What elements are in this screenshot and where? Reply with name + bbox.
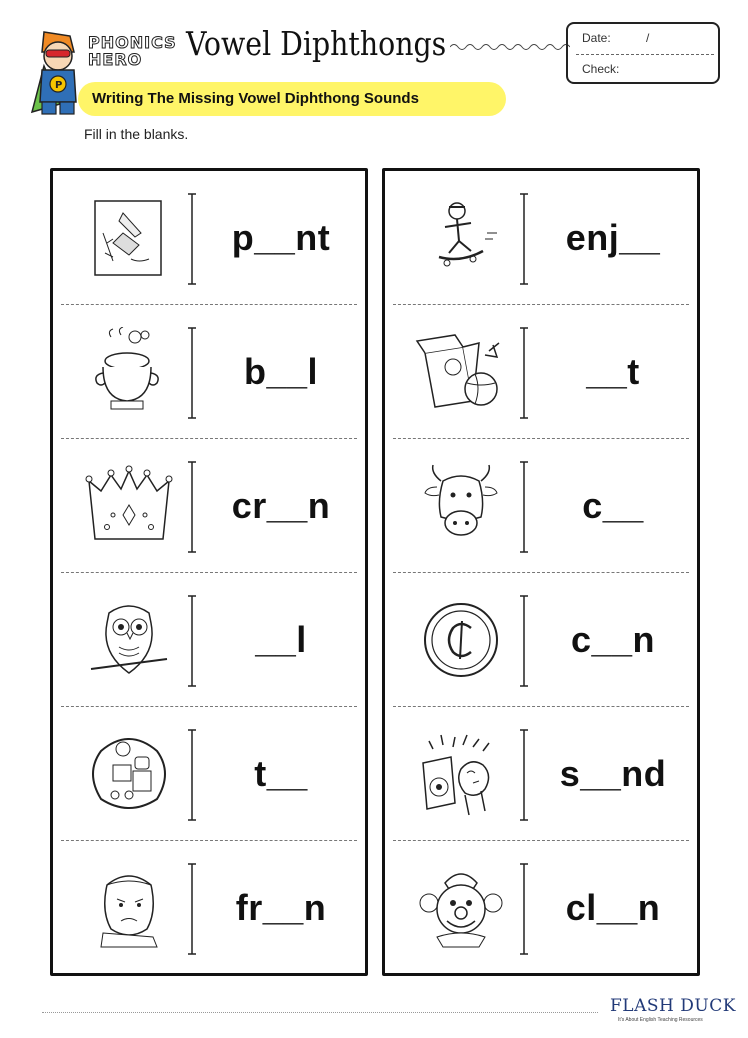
exercise-row xyxy=(53,439,365,573)
exercise-row xyxy=(53,573,365,707)
divider-bracket xyxy=(187,729,197,821)
frowning-boy-icon xyxy=(83,863,175,953)
crown-icon xyxy=(83,461,175,551)
page-title: Vowel Diphthongs xyxy=(186,24,447,63)
divider-bracket xyxy=(519,193,529,285)
ball-out-of-box-icon xyxy=(415,327,507,417)
painting-hand-icon xyxy=(83,193,175,283)
check-label: Check: xyxy=(582,62,620,76)
divider-bracket xyxy=(519,595,529,687)
coin-icon xyxy=(415,595,507,685)
date-box-divider xyxy=(576,54,714,55)
cow-icon xyxy=(415,461,507,551)
flash-duck-tagline: It's About English Teaching Resources xyxy=(618,1017,703,1023)
divider-bracket xyxy=(187,461,197,553)
svg-text:P: P xyxy=(55,80,63,91)
divider-bracket xyxy=(187,193,197,285)
blank-word[interactable]: s__nd xyxy=(559,753,667,794)
divider-bracket xyxy=(187,327,197,419)
exercise-row xyxy=(385,573,697,707)
exercise-row xyxy=(385,707,697,841)
footer-divider xyxy=(42,1012,598,1013)
exercise-row xyxy=(385,841,697,975)
divider-bracket xyxy=(519,327,529,419)
blank-word[interactable]: c__ xyxy=(582,485,644,526)
instruction-text: Fill in the blanks. xyxy=(84,126,189,142)
right-exercise-panel xyxy=(382,168,700,976)
blank-word[interactable]: p__nt xyxy=(231,217,331,258)
divider-bracket xyxy=(187,595,197,687)
exercise-row xyxy=(385,171,697,305)
blank-word[interactable]: __t xyxy=(586,351,640,392)
boiling-pot-icon xyxy=(83,327,175,417)
exercise-row xyxy=(385,305,697,439)
speaker-noise-icon xyxy=(415,729,507,819)
toys-icon xyxy=(83,729,175,819)
clown-icon xyxy=(415,863,507,953)
date-label: Date: xyxy=(582,31,611,45)
blank-word[interactable]: cl__n xyxy=(565,887,661,928)
divider-bracket xyxy=(519,863,529,955)
flash-duck-logo: FLASH DUCK xyxy=(610,996,736,1016)
date-check-box xyxy=(566,22,720,84)
exercise-row xyxy=(53,171,365,305)
blank-word[interactable]: fr__n xyxy=(235,887,327,928)
blank-word[interactable]: enj__ xyxy=(565,217,661,258)
wavy-line-decoration xyxy=(450,40,570,54)
blank-word[interactable]: cr__n xyxy=(231,485,331,526)
exercise-row xyxy=(53,707,365,841)
skateboarder-icon xyxy=(415,193,507,283)
exercise-row xyxy=(53,305,365,439)
owl-icon xyxy=(83,595,175,685)
blank-word[interactable]: t__ xyxy=(254,753,308,794)
left-exercise-panel xyxy=(50,168,368,976)
blank-word[interactable]: c__n xyxy=(570,619,656,660)
exercise-row xyxy=(53,841,365,975)
divider-bracket xyxy=(187,863,197,955)
blank-word[interactable]: __l xyxy=(255,619,307,660)
date-separator: / xyxy=(646,31,650,45)
divider-bracket xyxy=(519,461,529,553)
subtitle: Writing The Missing Vowel Diphthong Sounds xyxy=(92,90,419,107)
phonics-hero-logo: PHONICS HERO xyxy=(88,33,177,69)
blank-word[interactable]: b__l xyxy=(243,351,319,392)
exercise-row xyxy=(385,439,697,573)
divider-bracket xyxy=(519,729,529,821)
